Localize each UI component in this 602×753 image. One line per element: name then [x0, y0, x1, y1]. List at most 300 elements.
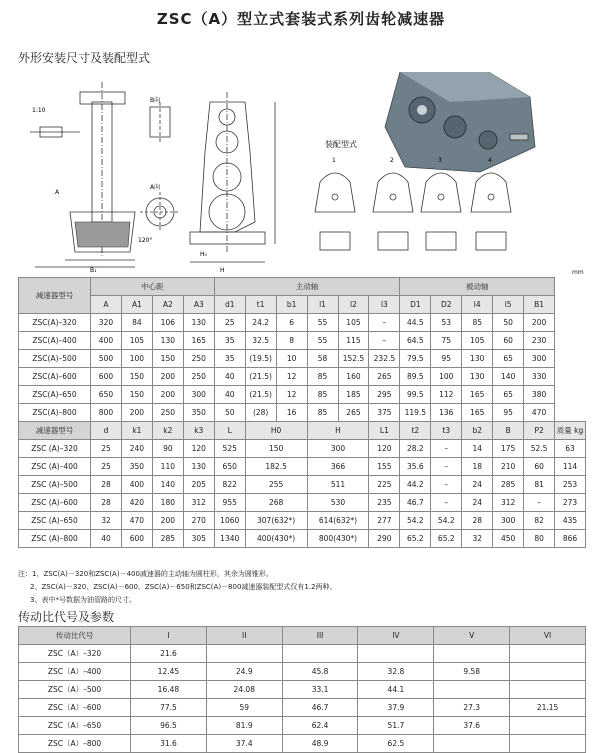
label-angle: 120°	[138, 237, 153, 244]
table-cell: 305	[183, 530, 214, 548]
table-cell: 205	[183, 476, 214, 494]
assembly-label: 装配型式	[325, 140, 357, 149]
table-cell: 44.1	[358, 681, 434, 699]
table-cell: 75	[431, 332, 462, 350]
table-row	[19, 350, 586, 368]
column-header: L	[214, 422, 245, 440]
table-row	[19, 458, 586, 476]
table-cell: 25	[91, 458, 122, 476]
table-cell: (21.5)	[245, 368, 276, 386]
table-cell: 200	[152, 512, 183, 530]
column-header: l5	[493, 296, 524, 314]
table-cell: 530	[307, 494, 369, 512]
table-cell	[434, 735, 510, 753]
a-view-section	[140, 192, 180, 232]
table-cell: 112	[431, 386, 462, 404]
table-cell: 55	[307, 332, 338, 350]
table-cell: 32.5	[245, 332, 276, 350]
table-cell: 150	[152, 350, 183, 368]
table-cell: 366	[307, 458, 369, 476]
table-cell: 106	[152, 314, 183, 332]
table-cell: 300	[493, 512, 524, 530]
reducer-3d-illustration	[385, 72, 535, 172]
table-cell: 435	[555, 512, 586, 530]
column-header: k3	[183, 422, 214, 440]
table-cell: 85	[307, 386, 338, 404]
table-cell: 12	[276, 386, 307, 404]
table-cell: –	[431, 440, 462, 458]
table-cell: 90	[152, 440, 183, 458]
table-cell	[206, 645, 282, 663]
table1-group-header-row	[19, 278, 586, 296]
column-header: I	[131, 627, 207, 645]
table-cell: 650	[91, 386, 122, 404]
table-cell: –	[524, 494, 555, 512]
table-cell: 12.45	[131, 663, 207, 681]
table-cell: 232.5	[369, 350, 400, 368]
table-cell: 62.5	[358, 735, 434, 753]
table-cell: 24	[462, 494, 493, 512]
column-header: B1	[524, 296, 555, 314]
table-cell: 450	[493, 530, 524, 548]
table-cell: 100	[431, 368, 462, 386]
table-cell: –	[431, 458, 462, 476]
column-header: d1	[214, 296, 245, 314]
table-row	[19, 440, 586, 458]
table-cell: 273	[555, 494, 586, 512]
table-cell: –	[431, 494, 462, 512]
column-header: H	[307, 422, 369, 440]
table-cell: 375	[369, 404, 400, 422]
table-cell: 63	[555, 440, 586, 458]
table-cell: 955	[214, 494, 245, 512]
table-cell: ZSC（A）–320	[19, 645, 131, 663]
table-cell: 250	[183, 368, 214, 386]
column-header: l3	[369, 296, 400, 314]
label-h: H	[220, 267, 225, 274]
table-cell: 48.9	[282, 735, 358, 753]
table-cell: ZSC(A)–800	[19, 404, 91, 422]
table-cell: 37.6	[434, 717, 510, 735]
table-cell: ZSC (A)–500	[19, 476, 91, 494]
table-cell: 250	[152, 404, 183, 422]
table-cell: 95	[431, 350, 462, 368]
table-cell: 79.5	[400, 350, 431, 368]
label-b1-bottom: B₁	[90, 267, 97, 274]
table-cell: 89.5	[400, 368, 431, 386]
header-ratio-code: 传动比代号	[19, 627, 131, 645]
table-cell: 9.58	[434, 663, 510, 681]
table-cell	[510, 681, 586, 699]
header-group-driven: 被动轴	[400, 278, 555, 296]
table-cell: 100	[121, 350, 152, 368]
table-cell: 85	[307, 368, 338, 386]
page-title: ZSC（A）型立式套装式系列齿轮减速器	[156, 10, 446, 28]
table-cell: 200	[152, 368, 183, 386]
table-row	[19, 404, 586, 422]
table-row	[19, 314, 586, 332]
table-cell: ZSC(A)–400	[19, 332, 91, 350]
column-header: D2	[431, 296, 462, 314]
table-cell: 180	[152, 494, 183, 512]
table-cell: ZSC（A）–500	[19, 681, 131, 699]
table-cell: 136	[431, 404, 462, 422]
table-cell: 85	[307, 404, 338, 422]
table-cell: 25	[214, 314, 245, 332]
table-cell: 105	[338, 314, 369, 332]
table-row	[19, 476, 586, 494]
table-cell: 614(632*)	[307, 512, 369, 530]
table-cell: 330	[524, 368, 555, 386]
table-cell: ZSC(A)–650	[19, 386, 91, 404]
reducer-front-view	[190, 92, 275, 262]
column-header: l1	[307, 296, 338, 314]
table-cell: 54.2	[431, 512, 462, 530]
table-cell: 16.48	[131, 681, 207, 699]
table-cell: 31.6	[131, 735, 207, 753]
table-cell: 210	[493, 458, 524, 476]
table-cell: 45.8	[282, 663, 358, 681]
column-header: VI	[510, 627, 586, 645]
column-header: P2	[524, 422, 555, 440]
column-header: A1	[121, 296, 152, 314]
table-cell: 150	[245, 440, 307, 458]
label-taper: 1:10	[32, 107, 46, 114]
table-cell: 160	[338, 368, 369, 386]
table-cell: 40	[214, 386, 245, 404]
label-a-view: A向	[150, 184, 161, 191]
table-cell: 277	[369, 512, 400, 530]
table-cell	[358, 645, 434, 663]
table-cell: 130	[462, 368, 493, 386]
table-cell: 1060	[214, 512, 245, 530]
table-cell	[510, 663, 586, 681]
table-cell: –	[369, 332, 400, 350]
label-b-view: B向	[150, 97, 161, 104]
table-cell: 80	[524, 530, 555, 548]
table-cell: 130	[183, 314, 214, 332]
table-cell: 24	[462, 476, 493, 494]
table-cell: 59	[206, 699, 282, 717]
svg-text:4: 4	[488, 157, 492, 164]
table-cell	[510, 717, 586, 735]
table-cell: 285	[493, 476, 524, 494]
table-row	[19, 681, 586, 699]
table-cell: 182.5	[245, 458, 307, 476]
svg-text:2: 2	[390, 157, 394, 164]
column-header: A3	[183, 296, 214, 314]
table-cell: 16	[276, 404, 307, 422]
table-cell: 60	[524, 458, 555, 476]
table-cell: ZSC (A)–800	[19, 530, 91, 548]
table-cell: 8	[276, 332, 307, 350]
table-row	[19, 494, 586, 512]
table-cell: 200	[121, 404, 152, 422]
table-cell: 115	[338, 332, 369, 350]
table1-header-row-2	[19, 422, 586, 440]
table-cell: 250	[183, 350, 214, 368]
table-cell: 53	[431, 314, 462, 332]
table-cell	[434, 681, 510, 699]
table-cell: 175	[493, 440, 524, 458]
table-cell: 130	[462, 350, 493, 368]
assembly-form-1	[315, 157, 355, 250]
table-cell: 866	[555, 530, 586, 548]
table-cell: 105	[121, 332, 152, 350]
table-cell: 320	[91, 314, 122, 332]
label-a-mark: A	[55, 189, 60, 196]
table-cell: 10	[276, 350, 307, 368]
section-title-outline: 外形安装尺寸及装配型式	[18, 51, 151, 65]
table-cell: (19.5)	[245, 350, 276, 368]
table-cell: 800	[91, 404, 122, 422]
table-cell: 32.8	[358, 663, 434, 681]
table-cell: 600	[121, 530, 152, 548]
table-cell: ZSC（A）–600	[19, 699, 131, 717]
assembly-form-2	[373, 157, 413, 250]
table-cell: 25	[91, 440, 122, 458]
column-header: k2	[152, 422, 183, 440]
header-model-2: 减速器型号	[19, 422, 91, 440]
table-cell: 44.2	[400, 476, 431, 494]
column-header: V	[434, 627, 510, 645]
table-cell: 95	[493, 404, 524, 422]
column-header: d	[91, 422, 122, 440]
table-cell: (28)	[245, 404, 276, 422]
table-cell: 822	[214, 476, 245, 494]
note-1: 注：1、ZSC(A)－320和ZSC(A)－400减速器的主动轴为圆柱形，其余为圆锥形。	[18, 570, 273, 578]
table-cell: 312	[493, 494, 524, 512]
table-cell: 500	[91, 350, 122, 368]
table-cell: 21.15	[510, 699, 586, 717]
table-cell: 77.5	[131, 699, 207, 717]
table-cell: 46.7	[400, 494, 431, 512]
table-cell: 1340	[214, 530, 245, 548]
table-cell: ZSC (A)–650	[19, 512, 91, 530]
table-cell: 235	[369, 494, 400, 512]
column-header: D1	[400, 296, 431, 314]
table-cell: 28	[91, 476, 122, 494]
table-cell: 400(430*)	[245, 530, 307, 548]
table-cell: 290	[369, 530, 400, 548]
shaft-side-view	[30, 82, 135, 267]
unit-label: mm	[572, 269, 584, 276]
table-cell: –	[369, 314, 400, 332]
column-header: A2	[152, 296, 183, 314]
column-header: B	[493, 422, 524, 440]
table-cell: –	[431, 476, 462, 494]
table-cell: 62.4	[282, 717, 358, 735]
table-cell: ZSC (A)–600	[19, 494, 91, 512]
ratio-table	[18, 626, 586, 753]
header-group-center: 中心距	[91, 278, 215, 296]
table-cell: 265	[369, 368, 400, 386]
table-cell: 185	[338, 386, 369, 404]
table-cell: 300	[307, 440, 369, 458]
table-cell: 81	[524, 476, 555, 494]
table-cell: 28	[462, 512, 493, 530]
table-cell: 27.3	[434, 699, 510, 717]
table-cell: 255	[245, 476, 307, 494]
column-header: l2	[338, 296, 369, 314]
table-cell: 150	[121, 368, 152, 386]
table-cell: 35	[214, 350, 245, 368]
column-header: 质量 kg	[555, 422, 586, 440]
table-cell: 33.1	[282, 681, 358, 699]
assembly-form-3	[421, 157, 461, 250]
table-cell: 119.5	[400, 404, 431, 422]
table-cell: 65.2	[431, 530, 462, 548]
table-cell: 240	[121, 440, 152, 458]
svg-text:3: 3	[438, 157, 442, 164]
table-cell: 165	[462, 386, 493, 404]
table-cell: 44.5	[400, 314, 431, 332]
table-cell: 200	[524, 314, 555, 332]
table-cell: 270	[183, 512, 214, 530]
table-cell: 50	[214, 404, 245, 422]
table-cell: 85	[462, 314, 493, 332]
note-3: 3、表中*号数据为油管路的尺寸。	[30, 596, 136, 604]
table-cell: 420	[121, 494, 152, 512]
table-cell: 120	[369, 440, 400, 458]
table-cell: 28.2	[400, 440, 431, 458]
b-view-section	[150, 102, 170, 144]
table-cell: 81.9	[206, 717, 282, 735]
column-header: t3	[431, 422, 462, 440]
table-cell: 253	[555, 476, 586, 494]
table-cell: 650	[214, 458, 245, 476]
table-cell: 24.2	[245, 314, 276, 332]
table-cell: 470	[121, 512, 152, 530]
table-cell: 21.6	[131, 645, 207, 663]
table-cell: 40	[91, 530, 122, 548]
table-cell: 150	[121, 386, 152, 404]
table-cell: 307(632*)	[245, 512, 307, 530]
table-cell: 268	[245, 494, 307, 512]
table-cell: 230	[524, 332, 555, 350]
table-cell: ZSC (A)–400	[19, 458, 91, 476]
table-row	[19, 699, 586, 717]
technical-drawings	[10, 72, 600, 277]
table-cell: 54.2	[400, 512, 431, 530]
table-cell: 51.7	[358, 717, 434, 735]
table-cell	[282, 645, 358, 663]
table-cell: 35	[214, 332, 245, 350]
table-cell: 65	[493, 350, 524, 368]
column-header: b1	[276, 296, 307, 314]
column-header: III	[282, 627, 358, 645]
table-cell: 40	[214, 368, 245, 386]
table-cell: ZSC（A）–400	[19, 663, 131, 681]
table-cell: 28	[91, 494, 122, 512]
table-cell: 65	[493, 386, 524, 404]
table-row	[19, 645, 586, 663]
column-header: H0	[245, 422, 307, 440]
table-cell: 140	[493, 368, 524, 386]
table-cell: 285	[152, 530, 183, 548]
table-cell: 300	[524, 350, 555, 368]
table-cell	[510, 735, 586, 753]
table-cell: 12	[276, 368, 307, 386]
column-header: A	[91, 296, 122, 314]
table-cell: 52.5	[524, 440, 555, 458]
column-header: l4	[462, 296, 493, 314]
table-cell: 35.6	[400, 458, 431, 476]
table-cell: ZSC（A）–650	[19, 717, 131, 735]
table-cell: 84	[121, 314, 152, 332]
table-cell: 37.9	[358, 699, 434, 717]
table-cell: 130	[183, 458, 214, 476]
table-cell: 114	[555, 458, 586, 476]
table-row	[19, 717, 586, 735]
table-cell	[434, 645, 510, 663]
table-cell: 82	[524, 512, 555, 530]
table-row	[19, 386, 586, 404]
table2-header-row	[19, 627, 586, 645]
table-cell: 312	[183, 494, 214, 512]
table-cell: 350	[183, 404, 214, 422]
table-cell	[510, 645, 586, 663]
table-cell: ZSC（A）–800	[19, 735, 131, 753]
table-cell: 50	[493, 314, 524, 332]
table-cell: 300	[183, 386, 214, 404]
table-cell: 99.5	[400, 386, 431, 404]
table-cell: ZSC(A)–500	[19, 350, 91, 368]
table-cell: 24.9	[206, 663, 282, 681]
table-cell: 130	[152, 332, 183, 350]
table-cell: 155	[369, 458, 400, 476]
svg-text:1: 1	[332, 157, 336, 164]
note-2: 2、ZSC(A)－320、ZSC(A)－600、ZSC(A)－650和ZSC(A)－800减速器装配型式仅有1.2两种。	[30, 583, 337, 591]
table-row	[19, 735, 586, 753]
table-cell: 96.5	[131, 717, 207, 735]
table-cell: 65.2	[400, 530, 431, 548]
table1-header-row	[19, 296, 586, 314]
column-header: k1	[121, 422, 152, 440]
column-header: IV	[358, 627, 434, 645]
table-cell: ZSC(A)–600	[19, 368, 91, 386]
table-cell: 400	[121, 476, 152, 494]
dimensions-table	[18, 277, 586, 548]
column-header: b2	[462, 422, 493, 440]
table-cell: 32	[91, 512, 122, 530]
table-cell: 225	[369, 476, 400, 494]
table-row	[19, 530, 586, 548]
table-cell: 46.7	[282, 699, 358, 717]
table-cell: 140	[152, 476, 183, 494]
table-cell: (21.5)	[245, 386, 276, 404]
table-cell: 400	[91, 332, 122, 350]
table-cell: 200	[152, 386, 183, 404]
header-model: 减速器型号	[19, 278, 91, 314]
table-cell: 24.08	[206, 681, 282, 699]
table-cell: 470	[524, 404, 555, 422]
header-group-driving: 主动轴	[214, 278, 400, 296]
column-header: L1	[369, 422, 400, 440]
table-cell: 380	[524, 386, 555, 404]
table-cell: 37.4	[206, 735, 282, 753]
table-cell: 120	[183, 440, 214, 458]
table-cell: 295	[369, 386, 400, 404]
table-cell: ZSC(A)–320	[19, 314, 91, 332]
table-cell: 18	[462, 458, 493, 476]
table-cell: 55	[307, 314, 338, 332]
table-cell: 152.5	[338, 350, 369, 368]
table-row	[19, 368, 586, 386]
table-cell: 800(430*)	[307, 530, 369, 548]
table-row	[19, 512, 586, 530]
table-cell: 64.5	[400, 332, 431, 350]
